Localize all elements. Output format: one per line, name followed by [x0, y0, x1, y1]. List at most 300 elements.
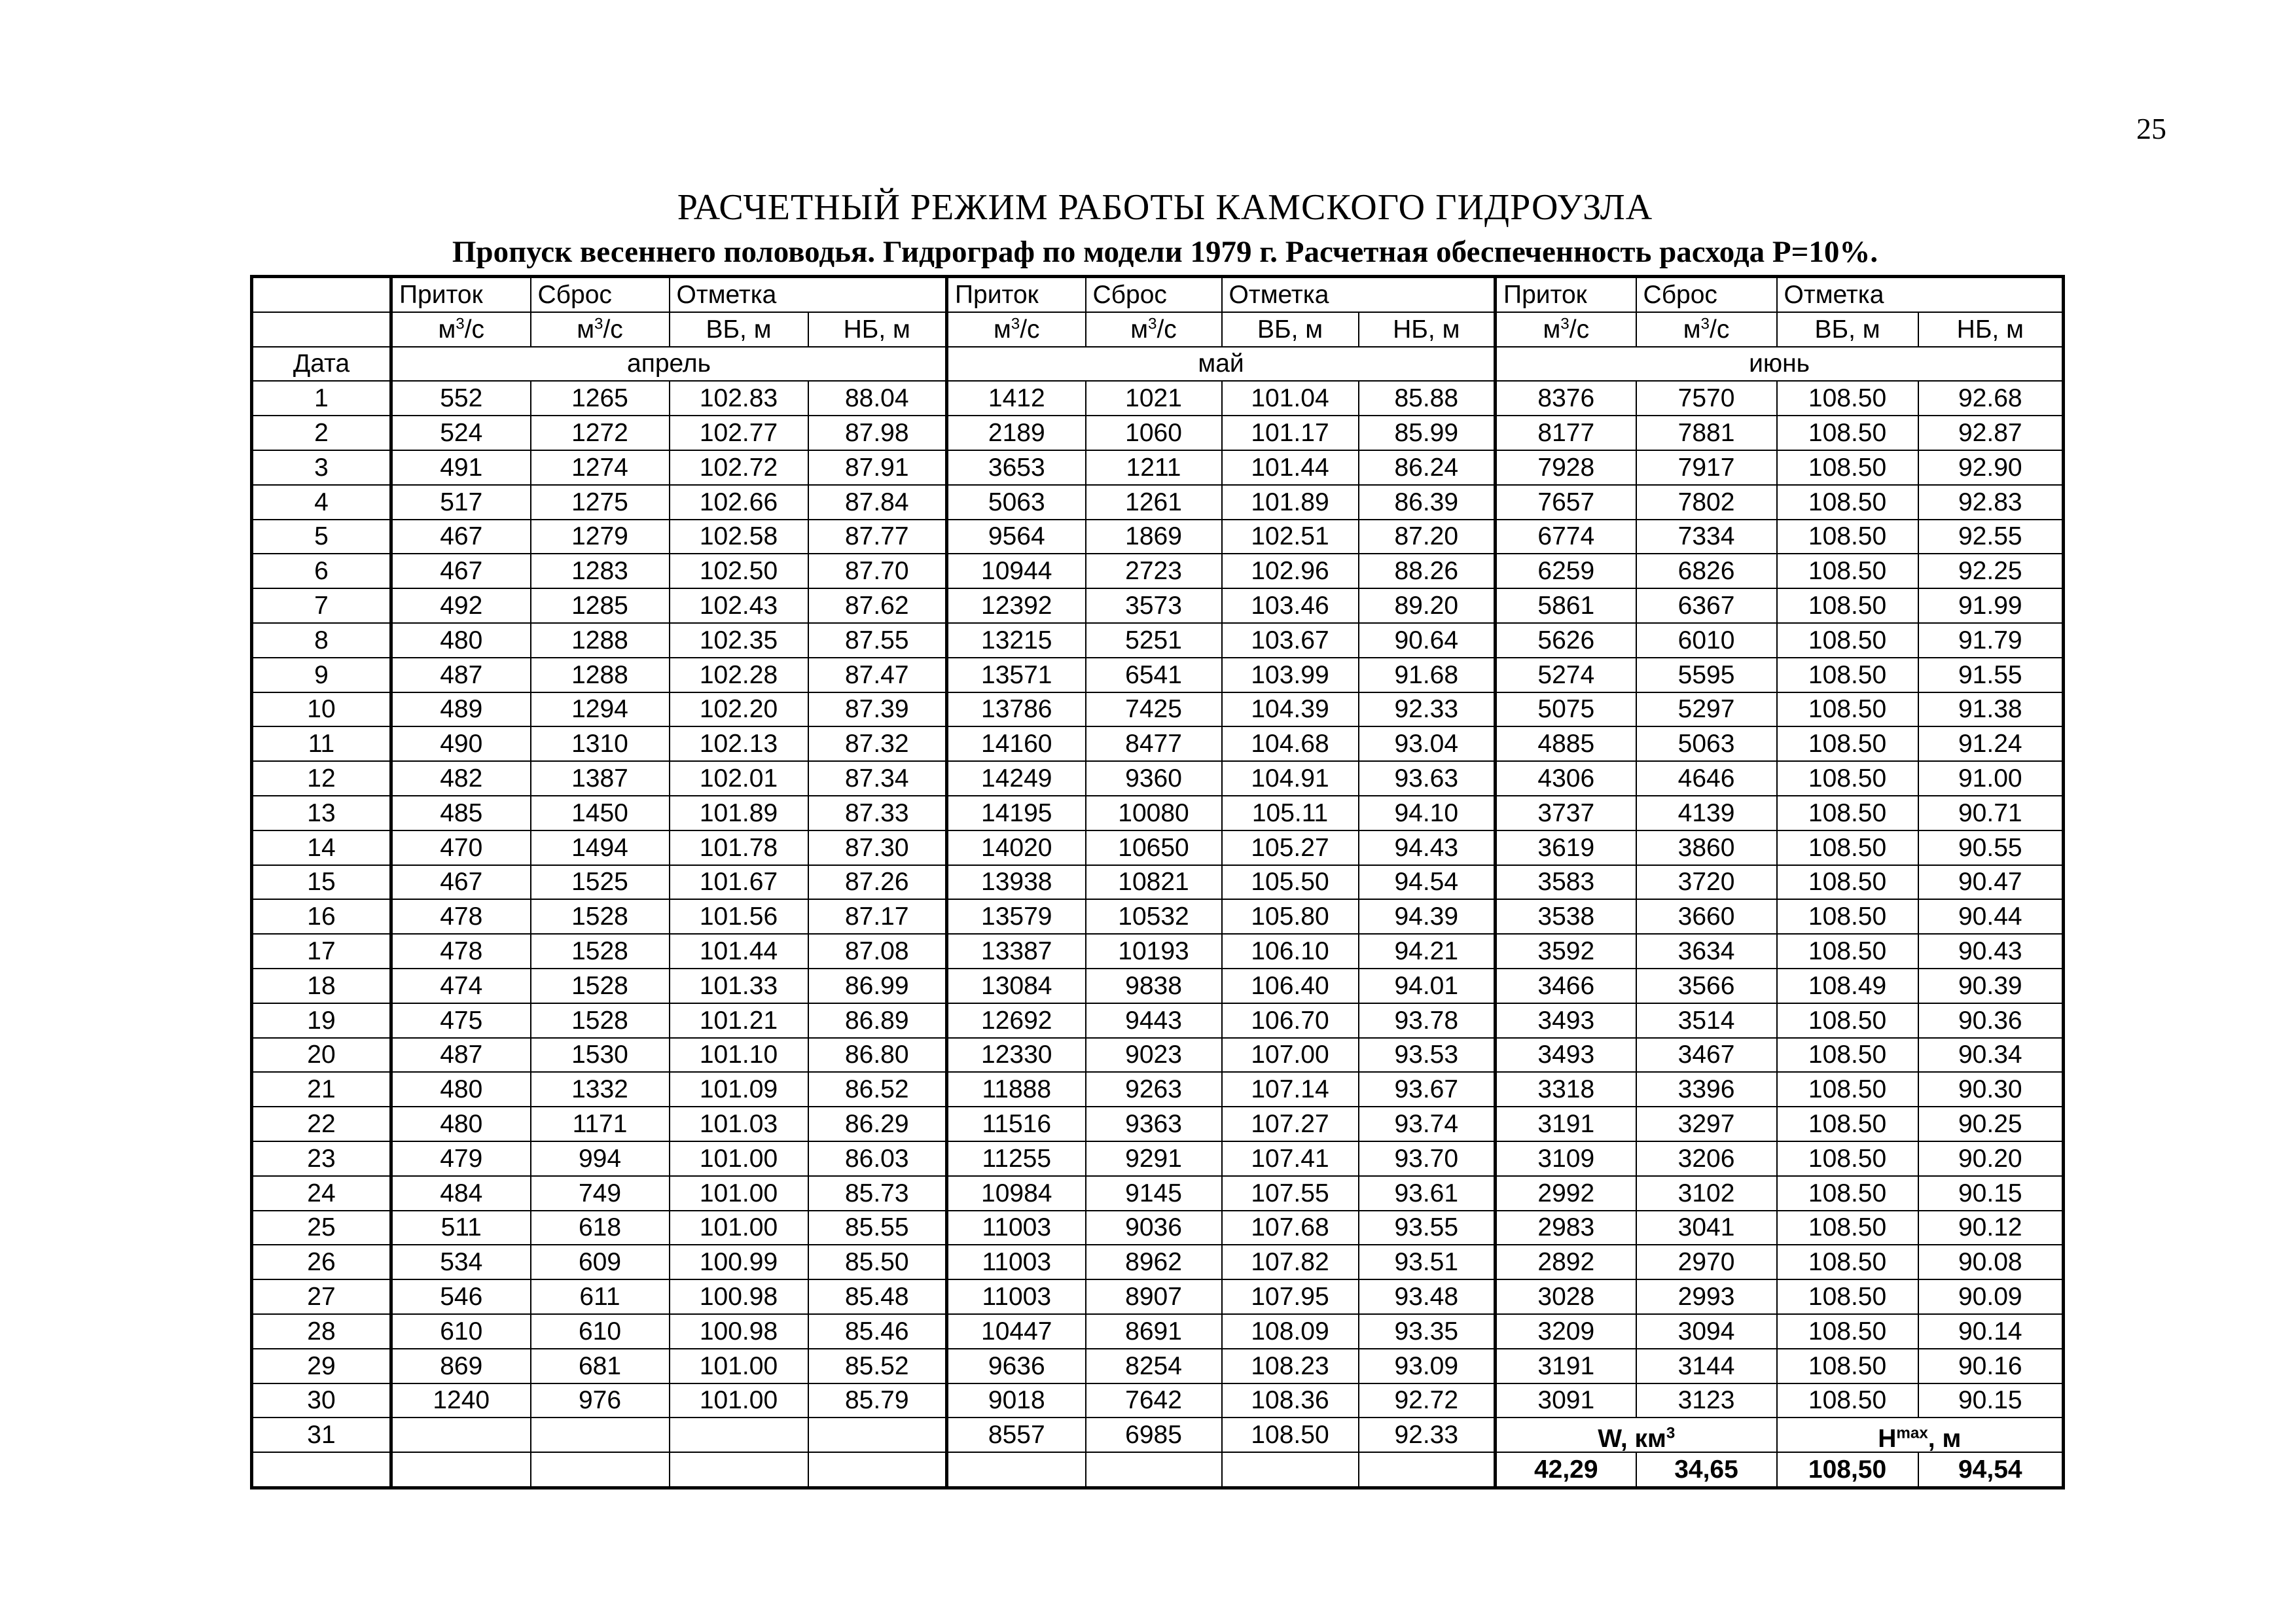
- may-upper-pool-cell: 101.17: [1222, 416, 1359, 450]
- june-upper-pool-cell: 108.50: [1777, 865, 1918, 900]
- may-upper-pool-cell: 101.04: [1222, 381, 1359, 416]
- may-lower-pool-cell: 93.04: [1359, 726, 1496, 761]
- volume-label: W, $км^3$: [1496, 1418, 1777, 1452]
- june-lower-pool-cell: 90.39: [1918, 969, 2064, 1003]
- may-inflow-cell: 14195: [947, 796, 1086, 830]
- april-inflow-cell: 467: [391, 554, 531, 588]
- may-discharge-cell: 1060: [1086, 416, 1222, 450]
- june-lower-pool-cell: 90.15: [1918, 1383, 2064, 1418]
- may-upper-pool-cell: 103.67: [1222, 623, 1359, 658]
- header-discharge-may: Сброс: [1086, 277, 1222, 312]
- may-inflow-cell: 13938: [947, 865, 1086, 900]
- month-june: июнь: [1496, 347, 2064, 382]
- april-upper-pool-cell: 101.21: [670, 1003, 808, 1038]
- june-inflow-cell: 3466: [1496, 969, 1636, 1003]
- april-discharge-cell: 1332: [531, 1072, 670, 1107]
- table-row: [252, 1072, 2064, 1107]
- april-lower-pool-cell: 87.08: [808, 934, 947, 969]
- april-inflow-cell: 485: [391, 796, 531, 830]
- june-upper-pool-cell: 108.49: [1777, 969, 1918, 1003]
- june-lower-pool-cell: 90.44: [1918, 899, 2064, 934]
- june-inflow-cell: 8376: [1496, 381, 1636, 416]
- june-lower-pool-cell: 91.79: [1918, 623, 2064, 658]
- june-lower-pool-cell: 92.90: [1918, 450, 2064, 485]
- header-inflow-may: Приток: [947, 277, 1086, 312]
- empty-cell: [1222, 1452, 1359, 1488]
- april-lower-pool-cell: 85.52: [808, 1349, 947, 1383]
- day-cell: 28: [252, 1314, 391, 1349]
- april-upper-pool-cell: 101.78: [670, 830, 808, 865]
- may-inflow-cell: 12330: [947, 1038, 1086, 1073]
- april-lower-pool-cell: 85.55: [808, 1211, 947, 1245]
- may-inflow-cell: 11003: [947, 1279, 1086, 1314]
- april-inflow-cell: 475: [391, 1003, 531, 1038]
- empty-cell: [391, 1418, 531, 1452]
- june-discharge-cell: 3396: [1636, 1072, 1777, 1107]
- may-discharge-cell: 3573: [1086, 588, 1222, 623]
- document-title: РАСЧЕТНЫЙ РЕЖИМ РАБОТЫ КАМСКОГО ГИДРОУЗЛА: [677, 187, 1653, 228]
- day-cell: 24: [252, 1176, 391, 1211]
- april-inflow-cell: 1240: [391, 1383, 531, 1418]
- may-upper-pool-cell: 105.27: [1222, 830, 1359, 865]
- april-discharge-cell: 1310: [531, 726, 670, 761]
- may-upper-pool-cell: 104.68: [1222, 726, 1359, 761]
- may-lower-pool-cell: 93.70: [1359, 1141, 1496, 1176]
- june-lower-pool-cell: 90.47: [1918, 865, 2064, 900]
- april-discharge-cell: 1285: [531, 588, 670, 623]
- june-inflow-cell: 3028: [1496, 1279, 1636, 1314]
- table-row: [252, 1314, 2064, 1349]
- june-discharge-cell: 3566: [1636, 969, 1777, 1003]
- april-lower-pool-cell: 87.34: [808, 761, 947, 796]
- june-discharge-cell: 3094: [1636, 1314, 1777, 1349]
- april-inflow-cell: 467: [391, 865, 531, 900]
- table-row: [252, 1003, 2064, 1038]
- april-upper-pool-cell: 102.66: [670, 485, 808, 520]
- may-inflow-cell: 13786: [947, 692, 1086, 727]
- may-lower-pool-cell: 87.20: [1359, 520, 1496, 554]
- june-upper-pool-cell: 108.50: [1777, 761, 1918, 796]
- table-row: [252, 623, 2064, 658]
- may-inflow-cell: 1412: [947, 381, 1086, 416]
- day-cell: 2: [252, 416, 391, 450]
- april-inflow-cell: 552: [391, 381, 531, 416]
- month-may: май: [947, 347, 1496, 382]
- may-lower-pool-cell: 94.43: [1359, 830, 1496, 865]
- may-lower-pool-cell: 88.26: [1359, 554, 1496, 588]
- april-upper-pool-cell: 101.00: [670, 1349, 808, 1383]
- may-discharge-cell: 6985: [1086, 1418, 1222, 1452]
- table-row: [252, 796, 2064, 830]
- table-row: [252, 658, 2064, 692]
- may-upper-pool-cell: 107.95: [1222, 1279, 1359, 1314]
- april-discharge-cell: 1525: [531, 865, 670, 900]
- june-discharge-cell: 5063: [1636, 726, 1777, 761]
- april-discharge-cell: 681: [531, 1349, 670, 1383]
- june-lower-pool-cell: 92.55: [1918, 520, 2064, 554]
- june-upper-pool-cell: 108.50: [1777, 1245, 1918, 1279]
- june-inflow-cell: 3493: [1496, 1038, 1636, 1073]
- may-lower-pool-cell: 93.67: [1359, 1072, 1496, 1107]
- may-inflow-cell: 11516: [947, 1107, 1086, 1141]
- table-row: [252, 1279, 2064, 1314]
- june-discharge-cell: 3144: [1636, 1349, 1777, 1383]
- june-lower-pool-cell: 90.30: [1918, 1072, 2064, 1107]
- june-lower-pool-cell: 90.16: [1918, 1349, 2064, 1383]
- table-row: [252, 520, 2064, 554]
- april-lower-pool-cell: 86.99: [808, 969, 947, 1003]
- april-upper-pool-cell: 101.03: [670, 1107, 808, 1141]
- june-upper-pool-cell: 108.50: [1777, 623, 1918, 658]
- may-upper-pool-cell: 102.51: [1222, 520, 1359, 554]
- april-discharge-cell: 1283: [531, 554, 670, 588]
- april-discharge-cell: 1530: [531, 1038, 670, 1073]
- april-discharge-cell: 1171: [531, 1107, 670, 1141]
- april-upper-pool-cell: 101.00: [670, 1211, 808, 1245]
- june-upper-pool-cell: 108.50: [1777, 381, 1918, 416]
- may-upper-pool-cell: 106.40: [1222, 969, 1359, 1003]
- may-discharge-cell: 8907: [1086, 1279, 1222, 1314]
- april-inflow-cell: 491: [391, 450, 531, 485]
- april-inflow-cell: 479: [391, 1141, 531, 1176]
- may-upper-pool-cell: 108.23: [1222, 1349, 1359, 1383]
- june-discharge-cell: 7802: [1636, 485, 1777, 520]
- june-inflow-cell: 5861: [1496, 588, 1636, 623]
- june-inflow-cell: 4885: [1496, 726, 1636, 761]
- may-discharge-cell: 9036: [1086, 1211, 1222, 1245]
- june-upper-pool-cell: 108.50: [1777, 450, 1918, 485]
- june-discharge-cell: 7881: [1636, 416, 1777, 450]
- june-lower-pool-cell: 90.55: [1918, 830, 2064, 865]
- empty-cell: [808, 1418, 947, 1452]
- june-upper-pool-cell: 108.50: [1777, 1072, 1918, 1107]
- june-lower-pool-cell: 90.25: [1918, 1107, 2064, 1141]
- may-lower-pool-cell: 93.53: [1359, 1038, 1496, 1073]
- may-inflow-cell: 13579: [947, 899, 1086, 934]
- april-upper-pool-cell: 101.89: [670, 796, 808, 830]
- table-row: [252, 554, 2064, 588]
- table-row: [252, 485, 2064, 520]
- volume-discharge-value: 34,65: [1636, 1452, 1777, 1488]
- april-upper-pool-cell: 101.00: [670, 1383, 808, 1418]
- june-inflow-cell: 5075: [1496, 692, 1636, 727]
- may-discharge-cell: 1261: [1086, 485, 1222, 520]
- unit-lower-pool: НБ, м: [808, 312, 947, 347]
- april-inflow-cell: 546: [391, 1279, 531, 1314]
- june-inflow-cell: 4306: [1496, 761, 1636, 796]
- may-discharge-cell: 8962: [1086, 1245, 1222, 1279]
- april-inflow-cell: 489: [391, 692, 531, 727]
- june-lower-pool-cell: 90.20: [1918, 1141, 2064, 1176]
- may-discharge-cell: 5251: [1086, 623, 1222, 658]
- june-upper-pool-cell: 108.50: [1777, 692, 1918, 727]
- unit-upper-pool: ВБ, м: [1777, 312, 1918, 347]
- empty-cell: [670, 1418, 808, 1452]
- day-cell: 8: [252, 623, 391, 658]
- june-inflow-cell: 7928: [1496, 450, 1636, 485]
- header-inflow-june: Приток: [1496, 277, 1636, 312]
- may-lower-pool-cell: 93.48: [1359, 1279, 1496, 1314]
- may-upper-pool-cell: 107.82: [1222, 1245, 1359, 1279]
- june-discharge-cell: 3634: [1636, 934, 1777, 969]
- april-upper-pool-cell: 101.10: [670, 1038, 808, 1073]
- may-discharge-cell: 10650: [1086, 830, 1222, 865]
- unit-flow: $м^3/с$: [531, 312, 670, 347]
- april-upper-pool-cell: 102.20: [670, 692, 808, 727]
- unit-upper-pool: ВБ, м: [670, 312, 808, 347]
- day-cell: 20: [252, 1038, 391, 1073]
- april-upper-pool-cell: 102.77: [670, 416, 808, 450]
- april-lower-pool-cell: 87.55: [808, 623, 947, 658]
- may-inflow-cell: 9636: [947, 1349, 1086, 1383]
- may-inflow-cell: 13571: [947, 658, 1086, 692]
- may-lower-pool-cell: 86.24: [1359, 450, 1496, 485]
- unit-flow: $м^3/с$: [1086, 312, 1222, 347]
- may-lower-pool-cell: 89.20: [1359, 588, 1496, 623]
- april-upper-pool-cell: 102.13: [670, 726, 808, 761]
- april-lower-pool-cell: 87.17: [808, 899, 947, 934]
- april-inflow-cell: 478: [391, 934, 531, 969]
- may-upper-pool-cell: 108.09: [1222, 1314, 1359, 1349]
- april-lower-pool-cell: 85.73: [808, 1176, 947, 1211]
- june-upper-pool-cell: 108.50: [1777, 796, 1918, 830]
- may-lower-pool-cell: 94.54: [1359, 865, 1496, 900]
- april-discharge-cell: 611: [531, 1279, 670, 1314]
- april-discharge-cell: 1450: [531, 796, 670, 830]
- may-lower-pool-cell: 94.39: [1359, 899, 1496, 934]
- empty-cell: [391, 1452, 531, 1488]
- june-inflow-cell: 3318: [1496, 1072, 1636, 1107]
- april-discharge-cell: 1528: [531, 969, 670, 1003]
- june-inflow-cell: 3191: [1496, 1349, 1636, 1383]
- table-body: [252, 381, 2064, 1488]
- may-lower-pool-cell: 91.68: [1359, 658, 1496, 692]
- day-cell: 19: [252, 1003, 391, 1038]
- may-upper-pool-cell: 107.68: [1222, 1211, 1359, 1245]
- day-cell: 3: [252, 450, 391, 485]
- may-discharge-cell: 6541: [1086, 658, 1222, 692]
- table-row: [252, 1245, 2064, 1279]
- june-discharge-cell: 3102: [1636, 1176, 1777, 1211]
- april-inflow-cell: 517: [391, 485, 531, 520]
- april-discharge-cell: 1528: [531, 934, 670, 969]
- june-upper-pool-cell: 108.50: [1777, 485, 1918, 520]
- empty-cell: [531, 1452, 670, 1488]
- april-discharge-cell: 1272: [531, 416, 670, 450]
- max-lower-pool-value: 94,54: [1918, 1452, 2064, 1488]
- table-row: [252, 1038, 2064, 1073]
- may-discharge-cell: 1021: [1086, 381, 1222, 416]
- corner-cell: [252, 277, 391, 312]
- june-lower-pool-cell: 91.38: [1918, 692, 2064, 727]
- june-inflow-cell: 3737: [1496, 796, 1636, 830]
- april-upper-pool-cell: 102.50: [670, 554, 808, 588]
- table-row: [252, 761, 2064, 796]
- june-upper-pool-cell: 108.50: [1777, 416, 1918, 450]
- april-inflow-cell: 511: [391, 1211, 531, 1245]
- april-upper-pool-cell: 102.01: [670, 761, 808, 796]
- june-inflow-cell: 8177: [1496, 416, 1636, 450]
- unit-upper-pool: ВБ, м: [1222, 312, 1359, 347]
- april-discharge-cell: 976: [531, 1383, 670, 1418]
- unit-flow: $м^3/с$: [1496, 312, 1636, 347]
- april-inflow-cell: 484: [391, 1176, 531, 1211]
- june-inflow-cell: 5626: [1496, 623, 1636, 658]
- may-inflow-cell: 5063: [947, 485, 1086, 520]
- may-inflow-cell: 12692: [947, 1003, 1086, 1038]
- june-inflow-cell: 2992: [1496, 1176, 1636, 1211]
- day-cell: 6: [252, 554, 391, 588]
- day-cell: 7: [252, 588, 391, 623]
- day-cell: 14: [252, 830, 391, 865]
- april-inflow-cell: 480: [391, 1072, 531, 1107]
- may-upper-pool-cell: 104.39: [1222, 692, 1359, 727]
- table-row: [252, 899, 2064, 934]
- april-upper-pool-cell: 102.83: [670, 381, 808, 416]
- may-discharge-cell: 10821: [1086, 865, 1222, 900]
- june-inflow-cell: 6774: [1496, 520, 1636, 554]
- header-discharge-june: Сброс: [1636, 277, 1777, 312]
- june-lower-pool-cell: 92.83: [1918, 485, 2064, 520]
- volume-inflow-value: 42,29: [1496, 1452, 1636, 1488]
- june-discharge-cell: 7570: [1636, 381, 1777, 416]
- june-lower-pool-cell: 91.24: [1918, 726, 2064, 761]
- june-upper-pool-cell: 108.50: [1777, 1383, 1918, 1418]
- april-discharge-cell: 749: [531, 1176, 670, 1211]
- empty-cell: [1359, 1452, 1496, 1488]
- may-discharge-cell: 1211: [1086, 450, 1222, 485]
- may-lower-pool-cell: 92.72: [1359, 1383, 1496, 1418]
- april-lower-pool-cell: 86.03: [808, 1141, 947, 1176]
- may-upper-pool-cell: 107.14: [1222, 1072, 1359, 1107]
- empty-cell: [252, 1452, 391, 1488]
- may-inflow-cell: 8557: [947, 1418, 1086, 1452]
- june-inflow-cell: 3493: [1496, 1003, 1636, 1038]
- june-lower-pool-cell: 91.00: [1918, 761, 2064, 796]
- april-upper-pool-cell: 101.09: [670, 1072, 808, 1107]
- april-discharge-cell: 1288: [531, 658, 670, 692]
- june-inflow-cell: 3209: [1496, 1314, 1636, 1349]
- april-upper-pool-cell: 102.43: [670, 588, 808, 623]
- june-upper-pool-cell: 108.50: [1777, 1176, 1918, 1211]
- table-row-31: [252, 1418, 2064, 1452]
- header-mark-june: Отметка: [1777, 277, 2064, 312]
- april-lower-pool-cell: 87.26: [808, 865, 947, 900]
- may-inflow-cell: 12392: [947, 588, 1086, 623]
- june-discharge-cell: 4139: [1636, 796, 1777, 830]
- may-lower-pool-cell: 90.64: [1359, 623, 1496, 658]
- month-april: апрель: [391, 347, 947, 382]
- units-corner-cell: [252, 312, 391, 347]
- june-inflow-cell: 3592: [1496, 934, 1636, 969]
- april-inflow-cell: 534: [391, 1245, 531, 1279]
- june-discharge-cell: 2970: [1636, 1245, 1777, 1279]
- unit-lower-pool: НБ, м: [1359, 312, 1496, 347]
- june-upper-pool-cell: 108.50: [1777, 934, 1918, 969]
- may-upper-pool-cell: 103.99: [1222, 658, 1359, 692]
- page-number: 25: [2136, 112, 2166, 145]
- june-discharge-cell: 3467: [1636, 1038, 1777, 1073]
- table-row: [252, 692, 2064, 727]
- june-discharge-cell: 3206: [1636, 1141, 1777, 1176]
- table-row: [252, 934, 2064, 969]
- june-upper-pool-cell: 108.50: [1777, 554, 1918, 588]
- may-upper-pool-cell: 105.11: [1222, 796, 1359, 830]
- april-inflow-cell: 487: [391, 1038, 531, 1073]
- may-lower-pool-cell: 93.74: [1359, 1107, 1496, 1141]
- april-inflow-cell: 487: [391, 658, 531, 692]
- june-lower-pool-cell: 91.55: [1918, 658, 2064, 692]
- june-inflow-cell: 3191: [1496, 1107, 1636, 1141]
- april-inflow-cell: 474: [391, 969, 531, 1003]
- table-row: [252, 381, 2064, 416]
- may-inflow-cell: 11888: [947, 1072, 1086, 1107]
- june-lower-pool-cell: 91.99: [1918, 588, 2064, 623]
- may-lower-pool-cell: 93.55: [1359, 1211, 1496, 1245]
- may-upper-pool-cell: 107.55: [1222, 1176, 1359, 1211]
- may-discharge-cell: 10193: [1086, 934, 1222, 969]
- header-inflow-april: Приток: [391, 277, 531, 312]
- april-lower-pool-cell: 86.80: [808, 1038, 947, 1073]
- june-discharge-cell: 5595: [1636, 658, 1777, 692]
- april-upper-pool-cell: 101.33: [670, 969, 808, 1003]
- may-discharge-cell: 1869: [1086, 520, 1222, 554]
- june-inflow-cell: 2983: [1496, 1211, 1636, 1245]
- april-discharge-cell: 1275: [531, 485, 670, 520]
- empty-cell: [670, 1452, 808, 1488]
- may-inflow-cell: 9018: [947, 1383, 1086, 1418]
- day-cell: 5: [252, 520, 391, 554]
- june-inflow-cell: 7657: [1496, 485, 1636, 520]
- june-lower-pool-cell: 90.12: [1918, 1211, 2064, 1245]
- may-inflow-cell: 13215: [947, 623, 1086, 658]
- april-lower-pool-cell: 87.91: [808, 450, 947, 485]
- june-lower-pool-cell: 90.43: [1918, 934, 2064, 969]
- june-upper-pool-cell: 108.50: [1777, 1141, 1918, 1176]
- june-lower-pool-cell: 92.87: [1918, 416, 2064, 450]
- may-lower-pool-cell: 94.10: [1359, 796, 1496, 830]
- april-discharge-cell: 1528: [531, 1003, 670, 1038]
- header-row-months: [252, 347, 2064, 382]
- june-lower-pool-cell: 90.71: [1918, 796, 2064, 830]
- april-lower-pool-cell: 86.52: [808, 1072, 947, 1107]
- june-discharge-cell: 7334: [1636, 520, 1777, 554]
- april-lower-pool-cell: 87.32: [808, 726, 947, 761]
- empty-cell: [1086, 1452, 1222, 1488]
- april-lower-pool-cell: 87.62: [808, 588, 947, 623]
- day-cell: 16: [252, 899, 391, 934]
- june-upper-pool-cell: 108.50: [1777, 1107, 1918, 1141]
- may-upper-pool-cell: 108.36: [1222, 1383, 1359, 1418]
- day-cell: 12: [252, 761, 391, 796]
- april-lower-pool-cell: 85.48: [808, 1279, 947, 1314]
- june-discharge-cell: 3860: [1636, 830, 1777, 865]
- june-inflow-cell: 5274: [1496, 658, 1636, 692]
- april-lower-pool-cell: 87.98: [808, 416, 947, 450]
- june-upper-pool-cell: 108.50: [1777, 588, 1918, 623]
- summary-row: [252, 1452, 2064, 1488]
- april-upper-pool-cell: 101.56: [670, 899, 808, 934]
- june-upper-pool-cell: 108.50: [1777, 726, 1918, 761]
- june-lower-pool-cell: 92.68: [1918, 381, 2064, 416]
- may-upper-pool-cell: 107.41: [1222, 1141, 1359, 1176]
- june-discharge-cell: 6367: [1636, 588, 1777, 623]
- may-inflow-cell: 10984: [947, 1176, 1086, 1211]
- may-inflow-cell: 11255: [947, 1141, 1086, 1176]
- may-discharge-cell: 9360: [1086, 761, 1222, 796]
- day-cell: 9: [252, 658, 391, 692]
- may-upper-pool-cell: 102.96: [1222, 554, 1359, 588]
